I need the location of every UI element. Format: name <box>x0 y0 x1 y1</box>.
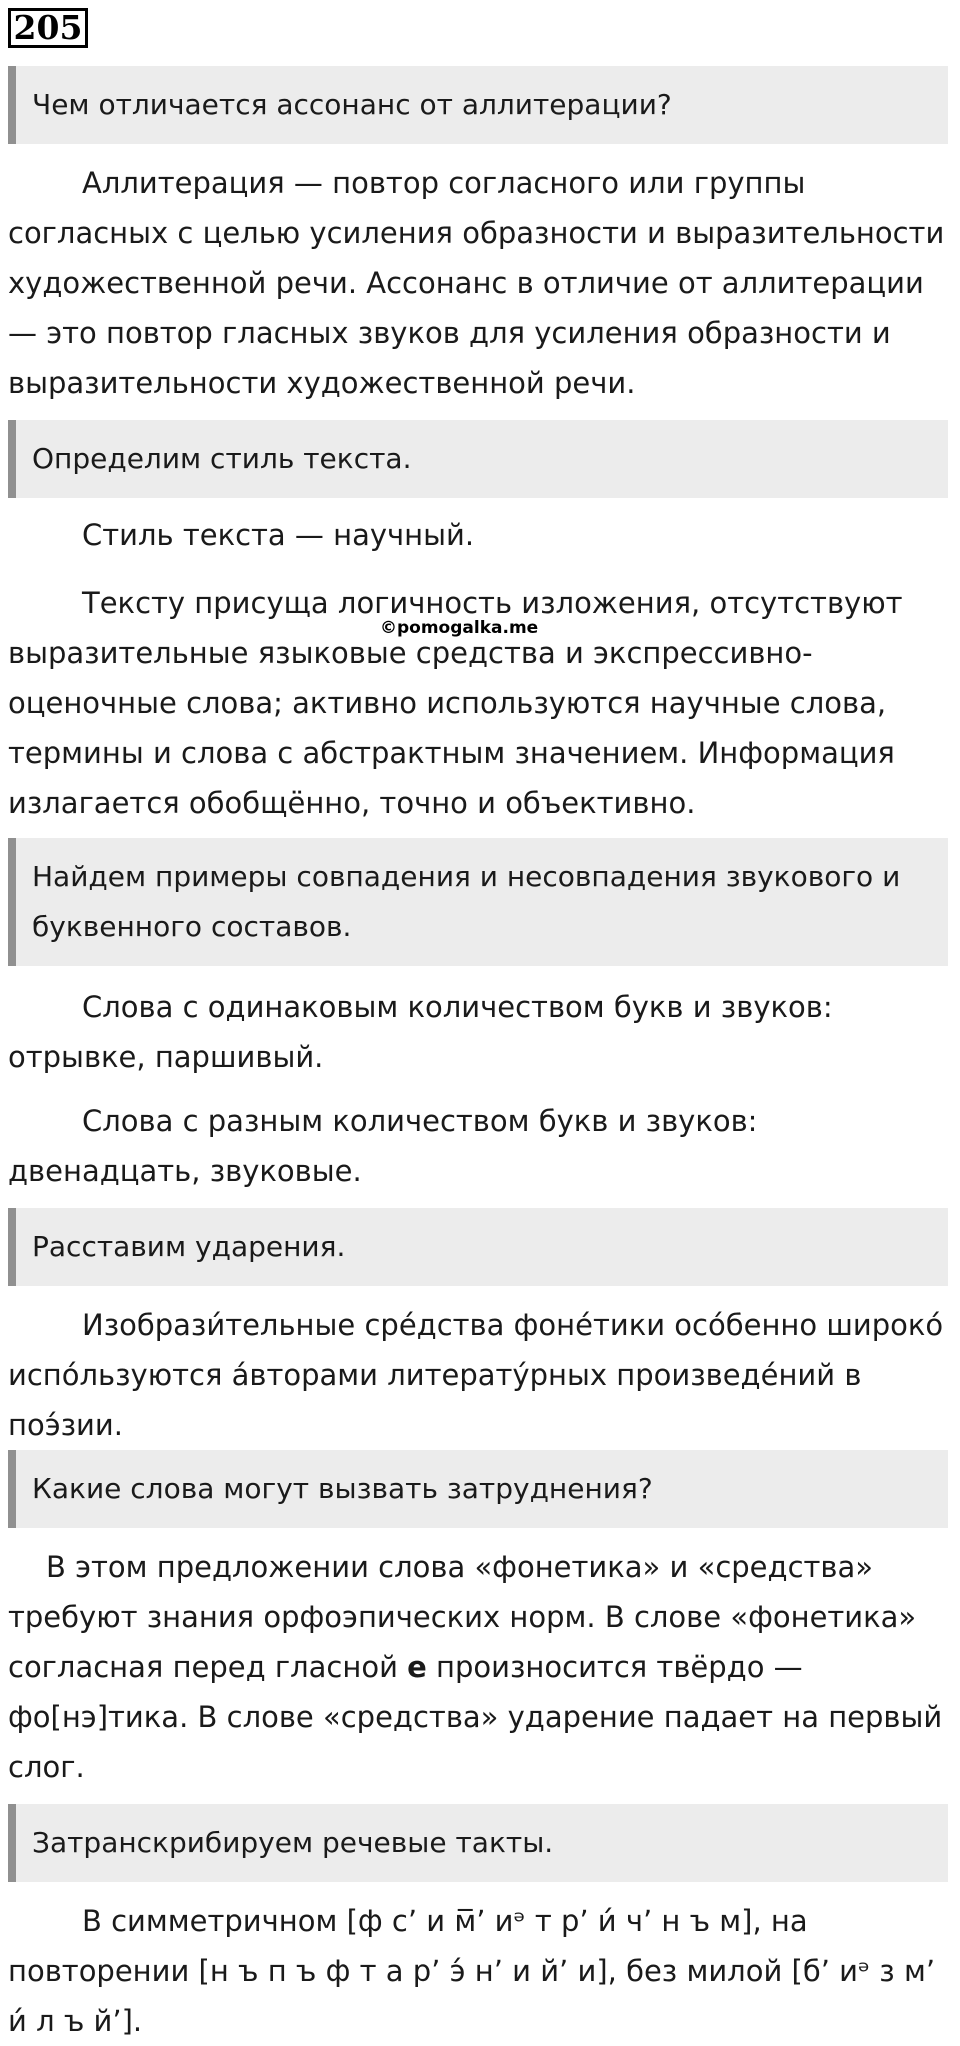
answer-paragraph-4: Изобрази́тельные сре́дства фоне́тики осо́бенно широко́ испо́льзуются а́вторами литерату́рных произведе́ний в поэ́зии. <box>8 1308 944 1442</box>
task-number: 205 <box>8 8 88 48</box>
question-heading-1: Чем отличается ассонанс от аллитерации? <box>8 66 948 144</box>
answer-paragraph-2a: Стиль текста — научный. <box>82 518 475 552</box>
watermark: ©pomogalka.me <box>380 618 539 638</box>
question-heading-6: Затранскрибируем речевые такты. <box>8 1804 948 1882</box>
question-heading-3: Найдем примеры совпадения и несовпадения звукового и буквенного составов. <box>8 838 948 966</box>
answer-paragraph-5 <box>8 1542 958 1792</box>
answer-paragraph-2b: Тексту присуща логичность изложения, отсутствуют выразительные языковые средства и экспрессивно-оценочные слова; активно используются научные слова, термины и слова с абстрактным значением. Информация излагается обобщённо, точно и объективно. <box>8 586 903 820</box>
answer-5-bold-letter: е <box>407 1650 427 1684</box>
answer-paragraph-6: В симметричном [ф с’ и м̅’ иᵊ т р’ и́ ч’ н ъ м], на повторении [н ъ п ъ ф т а р’ э́ н’ и й’ и], без милой [б’ иᵊ з м’ и́ л ъ й’]. <box>8 1904 936 2038</box>
answer-5-text-start: В этом предложении слова «фонетика» и «средства» требуют знания орфоэпических норм. В слове «фонетика» согласная перед гласной <box>8 1550 917 1684</box>
answer-paragraph-3a: Слова с одинаковым количеством букв и звуков: отрывке, паршивый. <box>8 990 833 1074</box>
question-heading-2: Определим стиль текста. <box>8 420 948 498</box>
question-heading-4: Расставим ударения. <box>8 1208 948 1286</box>
answer-paragraph-3b: Слова с разным количеством букв и звуков: двенадцать, звуковые. <box>8 1104 758 1188</box>
question-heading-5: Какие слова могут вызвать затруднения? <box>8 1450 948 1528</box>
answer-paragraph-1: Аллитерация — повтор согласного или группы согласных с целью усиления образности и выразительности художественной речи. Ассонанс в отличие от аллитерации — это повтор гласных звуков для усиления образности и выразительности художественной речи. <box>8 166 945 400</box>
answer-5-text-end: произносится твёрдо — фо[нэ]тика. В слове «средства» ударение падает на первый слог. <box>8 1650 943 1784</box>
